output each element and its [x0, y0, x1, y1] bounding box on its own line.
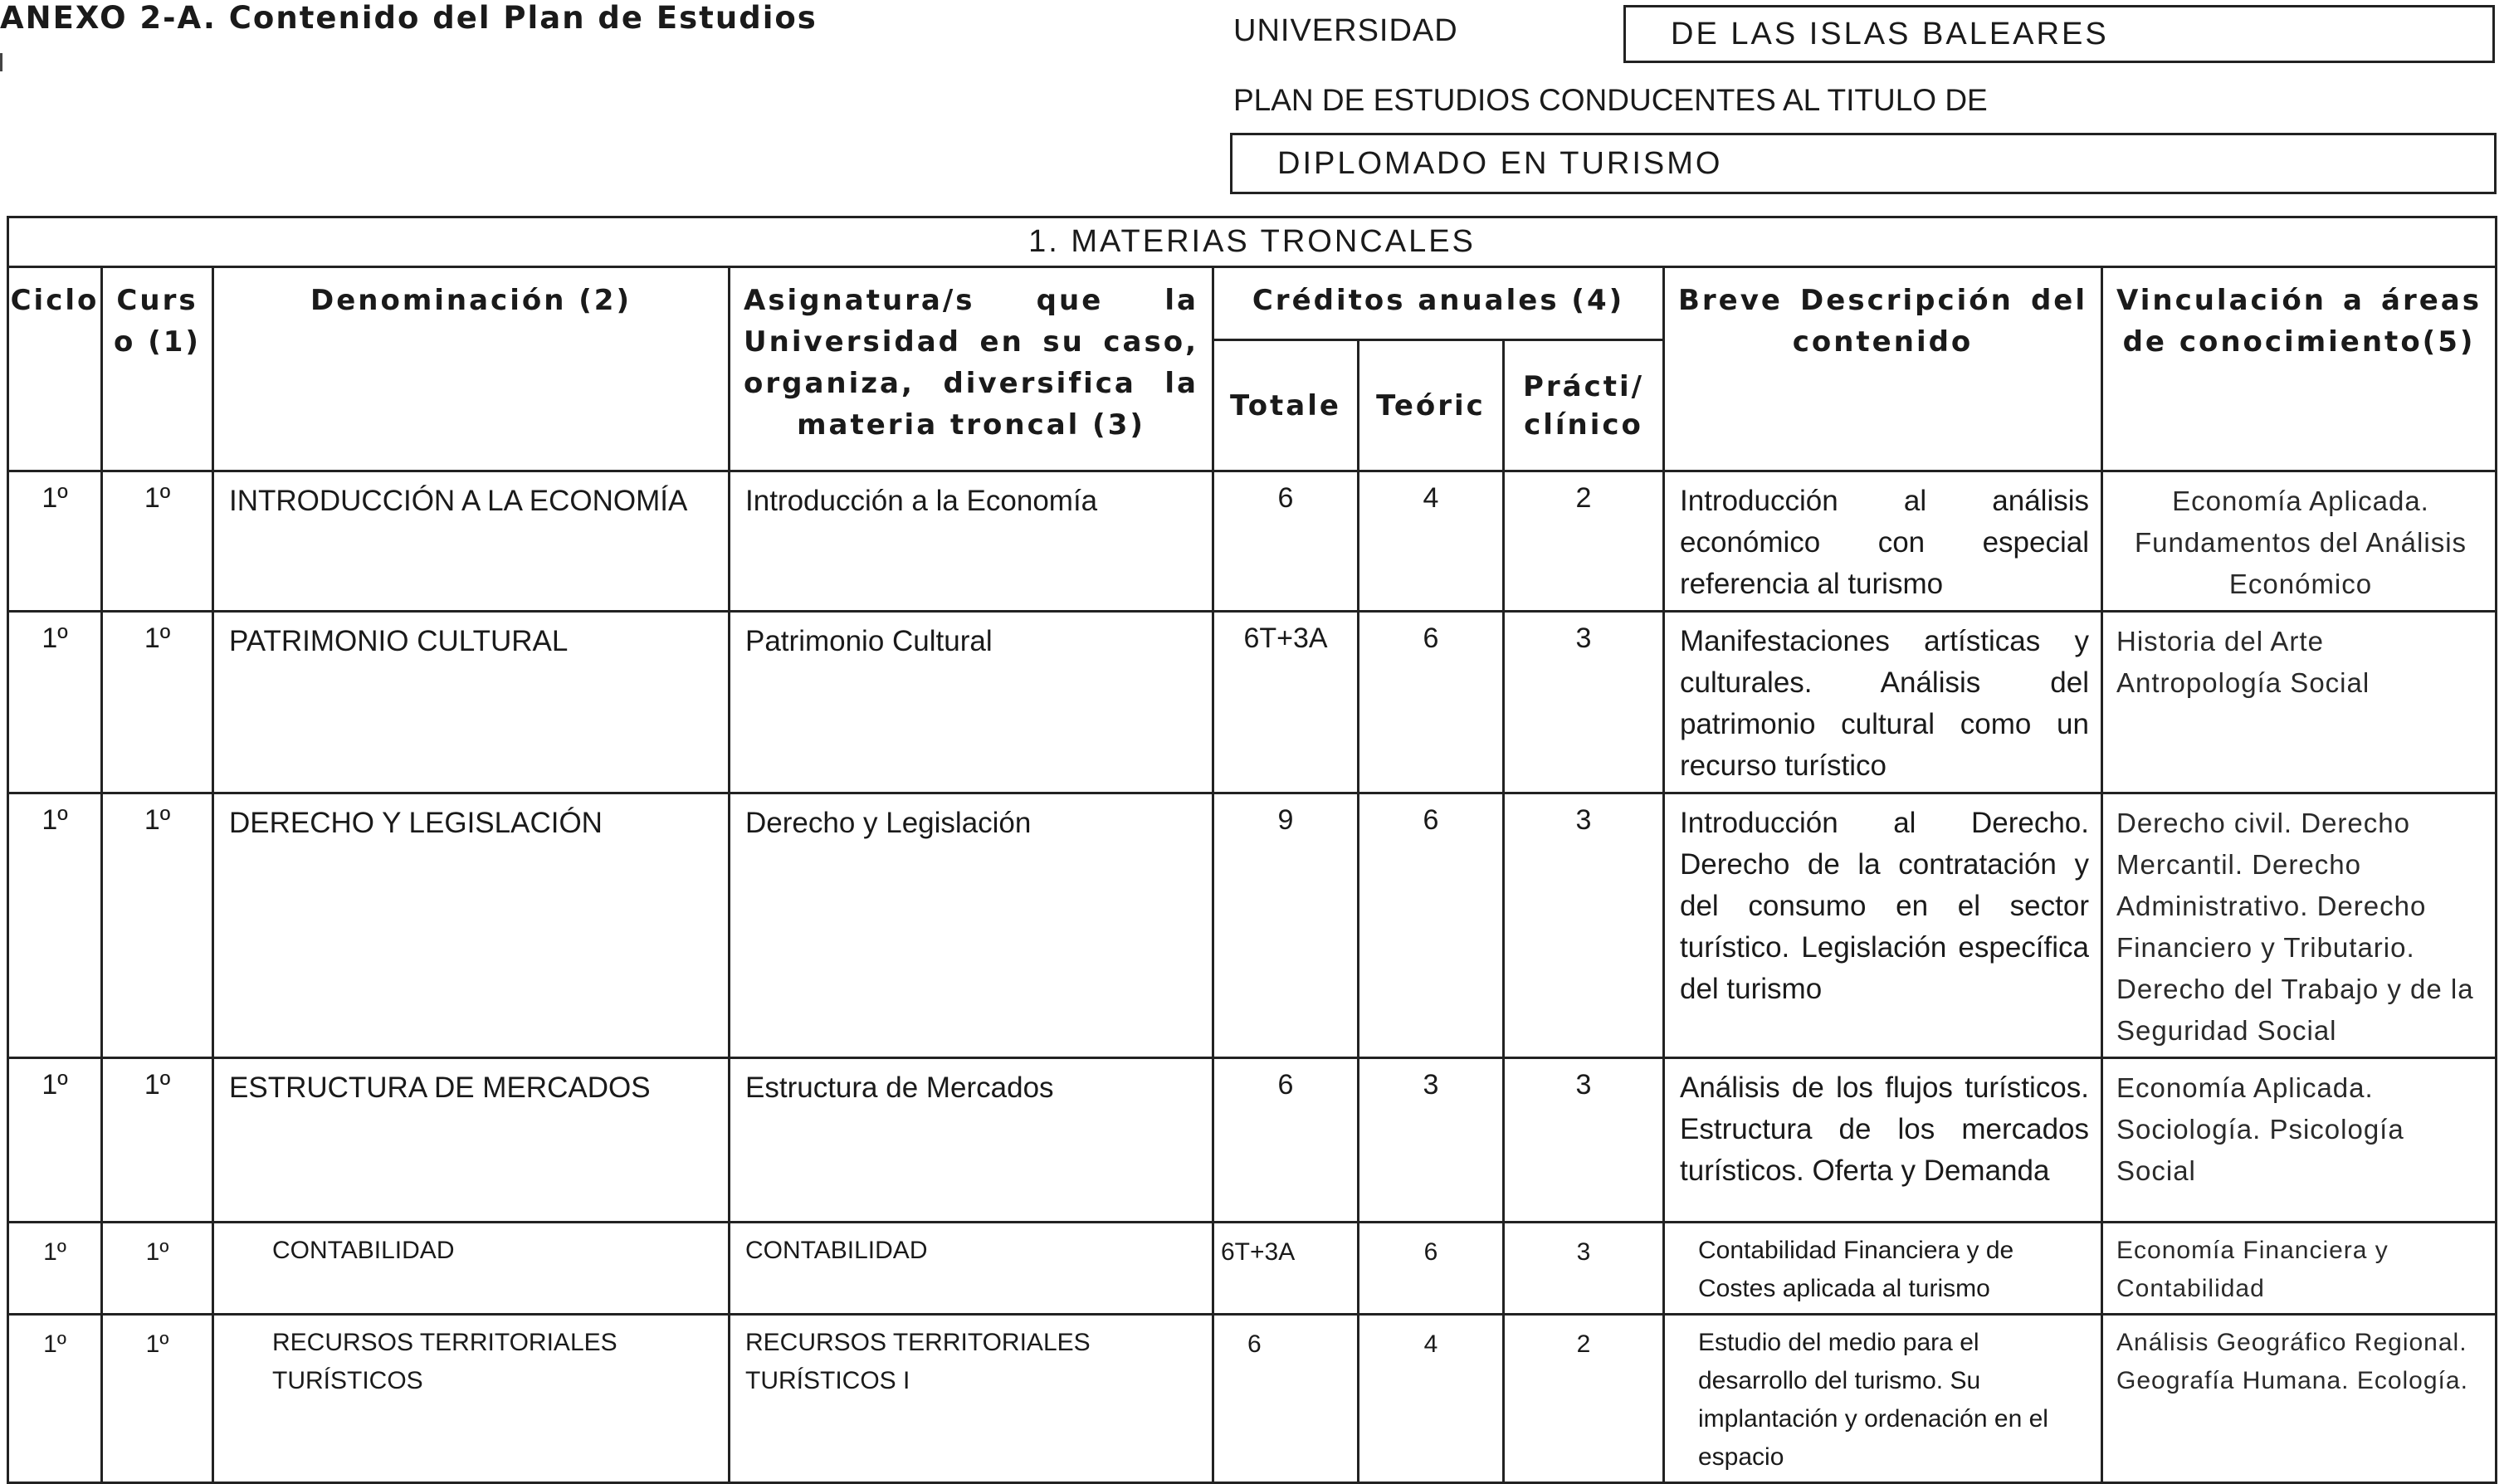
- cell-descripcion: Análisis de los flujos turísticos. Estructura de los mercados turísticos. Oferta y Demanda: [1664, 1058, 2102, 1223]
- degree-name: DIPLOMADO EN TURISMO: [1277, 145, 1723, 181]
- col-header-descripcion: Breve Descripción del contenido: [1664, 267, 2102, 471]
- col-header-asignatura: Asignatura/s que la Universidad en su caso, organiza, diversifica la materia troncal (3): [730, 267, 1213, 471]
- cell-descripcion: Estudio del medio para el desarrollo del turismo. Su implantación y ordenación en el espacio: [1664, 1315, 2102, 1483]
- section-title: 1. MATERIAS TRONCALES: [8, 217, 2497, 267]
- margin-mark: [0, 53, 2, 71]
- cell-totales: 9: [1213, 793, 1359, 1058]
- cell-descripcion: Introducción al Derecho. Derecho de la contratación y del consumo en el sector turístico. Legislación específica del turismo: [1664, 793, 2102, 1058]
- cell-teoricos: 6: [1359, 793, 1504, 1058]
- cell-denominacion: INTRODUCCIÓN A LA ECONOMÍA: [213, 471, 730, 612]
- col-header-teoricos: Teóric: [1359, 340, 1504, 471]
- cell-practicos: 3: [1504, 612, 1664, 793]
- cell-vinculacion: Análisis Geográfico Regional. Geografía Humana. Ecología.: [2102, 1315, 2497, 1483]
- col-header-practicos: Prácti/ clínico: [1504, 340, 1664, 471]
- cell-denominacion: RECURSOS TERRITORIALES TURÍSTICOS: [213, 1315, 730, 1483]
- cell-denominacion: DERECHO Y LEGISLACIÓN: [213, 793, 730, 1058]
- col-header-totales: Totale: [1213, 340, 1359, 471]
- cell-practicos: 3: [1504, 1058, 1664, 1223]
- cell-vinculacion: Economía Aplicada. Sociología. Psicología Social: [2102, 1058, 2497, 1223]
- cell-teoricos: 6: [1359, 612, 1504, 793]
- cell-descripcion: Manifestaciones artísticas y culturales. Análisis del patrimonio cultural como un recurso turístico: [1664, 612, 2102, 793]
- cell-curso: 1º: [102, 612, 213, 793]
- cell-curso: 1º: [102, 793, 213, 1058]
- cell-asignatura: Estructura de Mercados: [730, 1058, 1213, 1223]
- materias-troncales-table: [7, 216, 2497, 1484]
- cell-denominacion: ESTRUCTURA DE MERCADOS: [213, 1058, 730, 1223]
- cell-totales: 6: [1213, 471, 1359, 612]
- annex-title: ANEXO 2-A. Contenido del Plan de Estudios: [0, 0, 818, 36]
- cell-vinculacion: Historia del Arte Antropología Social: [2102, 612, 2497, 793]
- cell-ciclo: 1º: [8, 1058, 102, 1223]
- cell-teoricos: 4: [1359, 471, 1504, 612]
- cell-ciclo: 1º: [8, 471, 102, 612]
- cell-ciclo: 1º: [8, 612, 102, 793]
- plan-label: PLAN DE ESTUDIOS CONDUCENTES AL TITULO DE: [1233, 83, 1988, 117]
- cell-ciclo: 1º: [8, 793, 102, 1058]
- cell-curso: 1º: [102, 1223, 213, 1315]
- cell-denominacion: CONTABILIDAD: [213, 1223, 730, 1315]
- cell-ciclo: 1º: [8, 1315, 102, 1483]
- cell-asignatura: Patrimonio Cultural: [730, 612, 1213, 793]
- table-row: [8, 471, 2497, 612]
- cell-asignatura: CONTABILIDAD: [730, 1223, 1213, 1315]
- cell-practicos: 2: [1504, 1315, 1664, 1483]
- cell-practicos: 3: [1504, 1223, 1664, 1315]
- cell-totales: 6: [1213, 1058, 1359, 1223]
- cell-curso: 1º: [102, 1058, 213, 1223]
- col-header-ciclo: Ciclo: [8, 267, 102, 471]
- university-name-box: [1623, 5, 2495, 63]
- cell-teoricos: 6: [1359, 1223, 1504, 1315]
- university-name: DE LAS ISLAS BALEARES: [1671, 16, 2109, 51]
- cell-teoricos: 4: [1359, 1315, 1504, 1483]
- table-row: [8, 1315, 2497, 1483]
- cell-vinculacion: Derecho civil. Derecho Mercantil. Derecho Administrativo. Derecho Financiero y Tributario. Derecho del Trabajo y de la Seguridad Social: [2102, 793, 2497, 1058]
- cell-practicos: 3: [1504, 793, 1664, 1058]
- cell-practicos: 2: [1504, 471, 1664, 612]
- col-header-curso: Curs o (1): [102, 267, 213, 471]
- table-row: [8, 1223, 2497, 1315]
- cell-descripcion: Introducción al análisis económico con especial referencia al turismo: [1664, 471, 2102, 612]
- cell-denominacion: PATRIMONIO CULTURAL: [213, 612, 730, 793]
- cell-vinculacion: Economía Aplicada. Fundamentos del Análisis Económico: [2102, 471, 2497, 612]
- cell-totales: 6T+3A: [1213, 1223, 1359, 1315]
- cell-totales: 6T+3A: [1213, 612, 1359, 793]
- cell-ciclo: 1º: [8, 1223, 102, 1315]
- table-row: [8, 612, 2497, 793]
- cell-curso: 1º: [102, 1315, 213, 1483]
- table-row: [8, 793, 2497, 1058]
- cell-asignatura: RECURSOS TERRITORIALES TURÍSTICOS I: [730, 1315, 1213, 1483]
- cell-descripcion: Contabilidad Financiera y de Costes aplicada al turismo: [1664, 1223, 2102, 1315]
- col-header-denominacion: Denominación (2): [213, 267, 730, 471]
- cell-vinculacion: Economía Financiera y Contabilidad: [2102, 1223, 2497, 1315]
- cell-totales: 6: [1213, 1315, 1359, 1483]
- cell-asignatura: Derecho y Legislación: [730, 793, 1213, 1058]
- table-row: [8, 1058, 2497, 1223]
- university-label: UNIVERSIDAD: [1233, 13, 1458, 48]
- cell-asignatura: Introducción a la Economía: [730, 471, 1213, 612]
- col-header-creditos: Créditos anuales (4): [1213, 267, 1664, 340]
- col-header-vinculacion: Vinculación a áreas de conocimiento(5): [2102, 267, 2497, 471]
- cell-teoricos: 3: [1359, 1058, 1504, 1223]
- degree-name-box: [1230, 133, 2497, 194]
- cell-curso: 1º: [102, 471, 213, 612]
